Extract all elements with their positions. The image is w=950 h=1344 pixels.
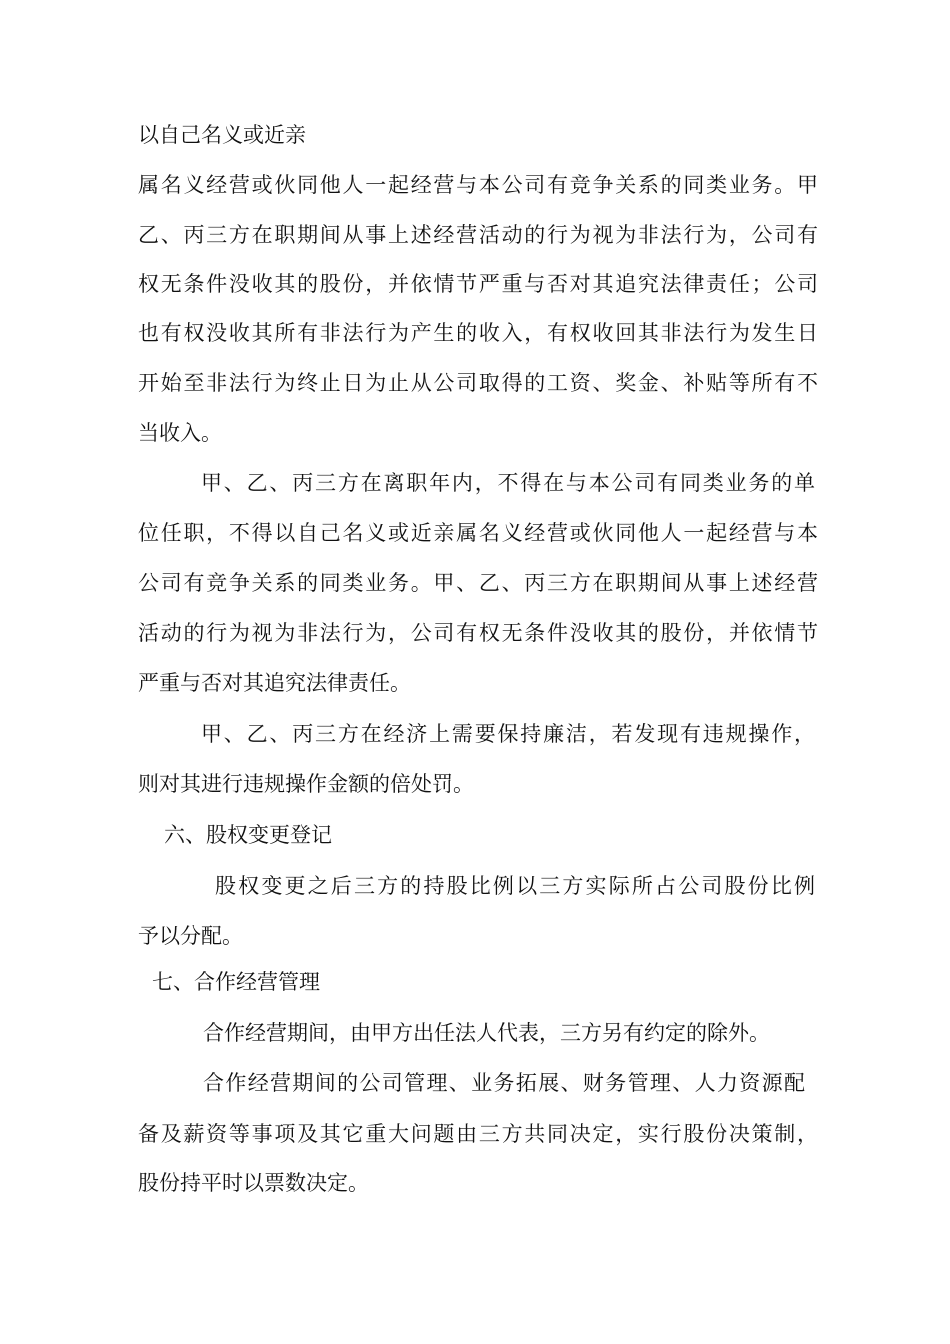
text-line: 以自己名义或近亲: [138, 123, 306, 147]
text-line: 备及薪资等事项及其它重大问题由三方共同决定，实行股份决策制，: [138, 1122, 818, 1146]
section-heading: 六、股权变更登记: [164, 823, 332, 847]
text-line: 权无条件没收其的股份，并依情节严重与否对其追究法律责任；公司: [138, 272, 818, 296]
text-line: 甲、乙、丙三方在离职年内，不得在与本公司有同类业务的单: [201, 471, 815, 495]
text-line: 甲、乙、丙三方在经济上需要保持廉洁，若发现有违规操作，: [201, 722, 815, 746]
text-line: 开始至非法行为终止日为止从公司取得的工资、奖金、补贴等所有不: [138, 371, 818, 395]
text-line: 当收入。: [138, 421, 222, 445]
text-line: 合作经营期间，由甲方出任法人代表，三方另有约定的除外。: [203, 1021, 770, 1045]
section-heading: 七、合作经营管理: [152, 970, 320, 994]
text-line: 予以分配。: [138, 924, 243, 948]
text-line: 则对其进行违规操作金额的倍处罚。: [138, 772, 474, 796]
text-line: 公司有竞争关系的同类业务。甲、乙、丙三方在职期间从事上述经营: [138, 571, 818, 595]
text-line: 股份持平时以票数决定。: [138, 1171, 369, 1195]
text-line: 股权变更之后三方的持股比例以三方实际所占公司股份比例: [215, 874, 815, 898]
text-line: 位任职，不得以自己名义或近亲属名义经营或伙同他人一起经营与本: [138, 521, 818, 545]
text-line: 乙、丙三方在职期间从事上述经营活动的行为视为非法行为，公司有: [138, 223, 818, 247]
text-line: 也有权没收其所有非法行为产生的收入，有权收回其非法行为发生日: [138, 321, 818, 345]
text-line: 属名义经营或伙同他人一起经营与本公司有竞争关系的同类业务。甲: [138, 173, 818, 197]
text-line: 合作经营期间的公司管理、业务拓展、财务管理、人力资源配: [203, 1071, 805, 1095]
text-line: 严重与否对其追究法律责任。: [138, 671, 411, 695]
text-line: 活动的行为视为非法行为，公司有权无条件没收其的股份，并依情节: [138, 621, 818, 645]
